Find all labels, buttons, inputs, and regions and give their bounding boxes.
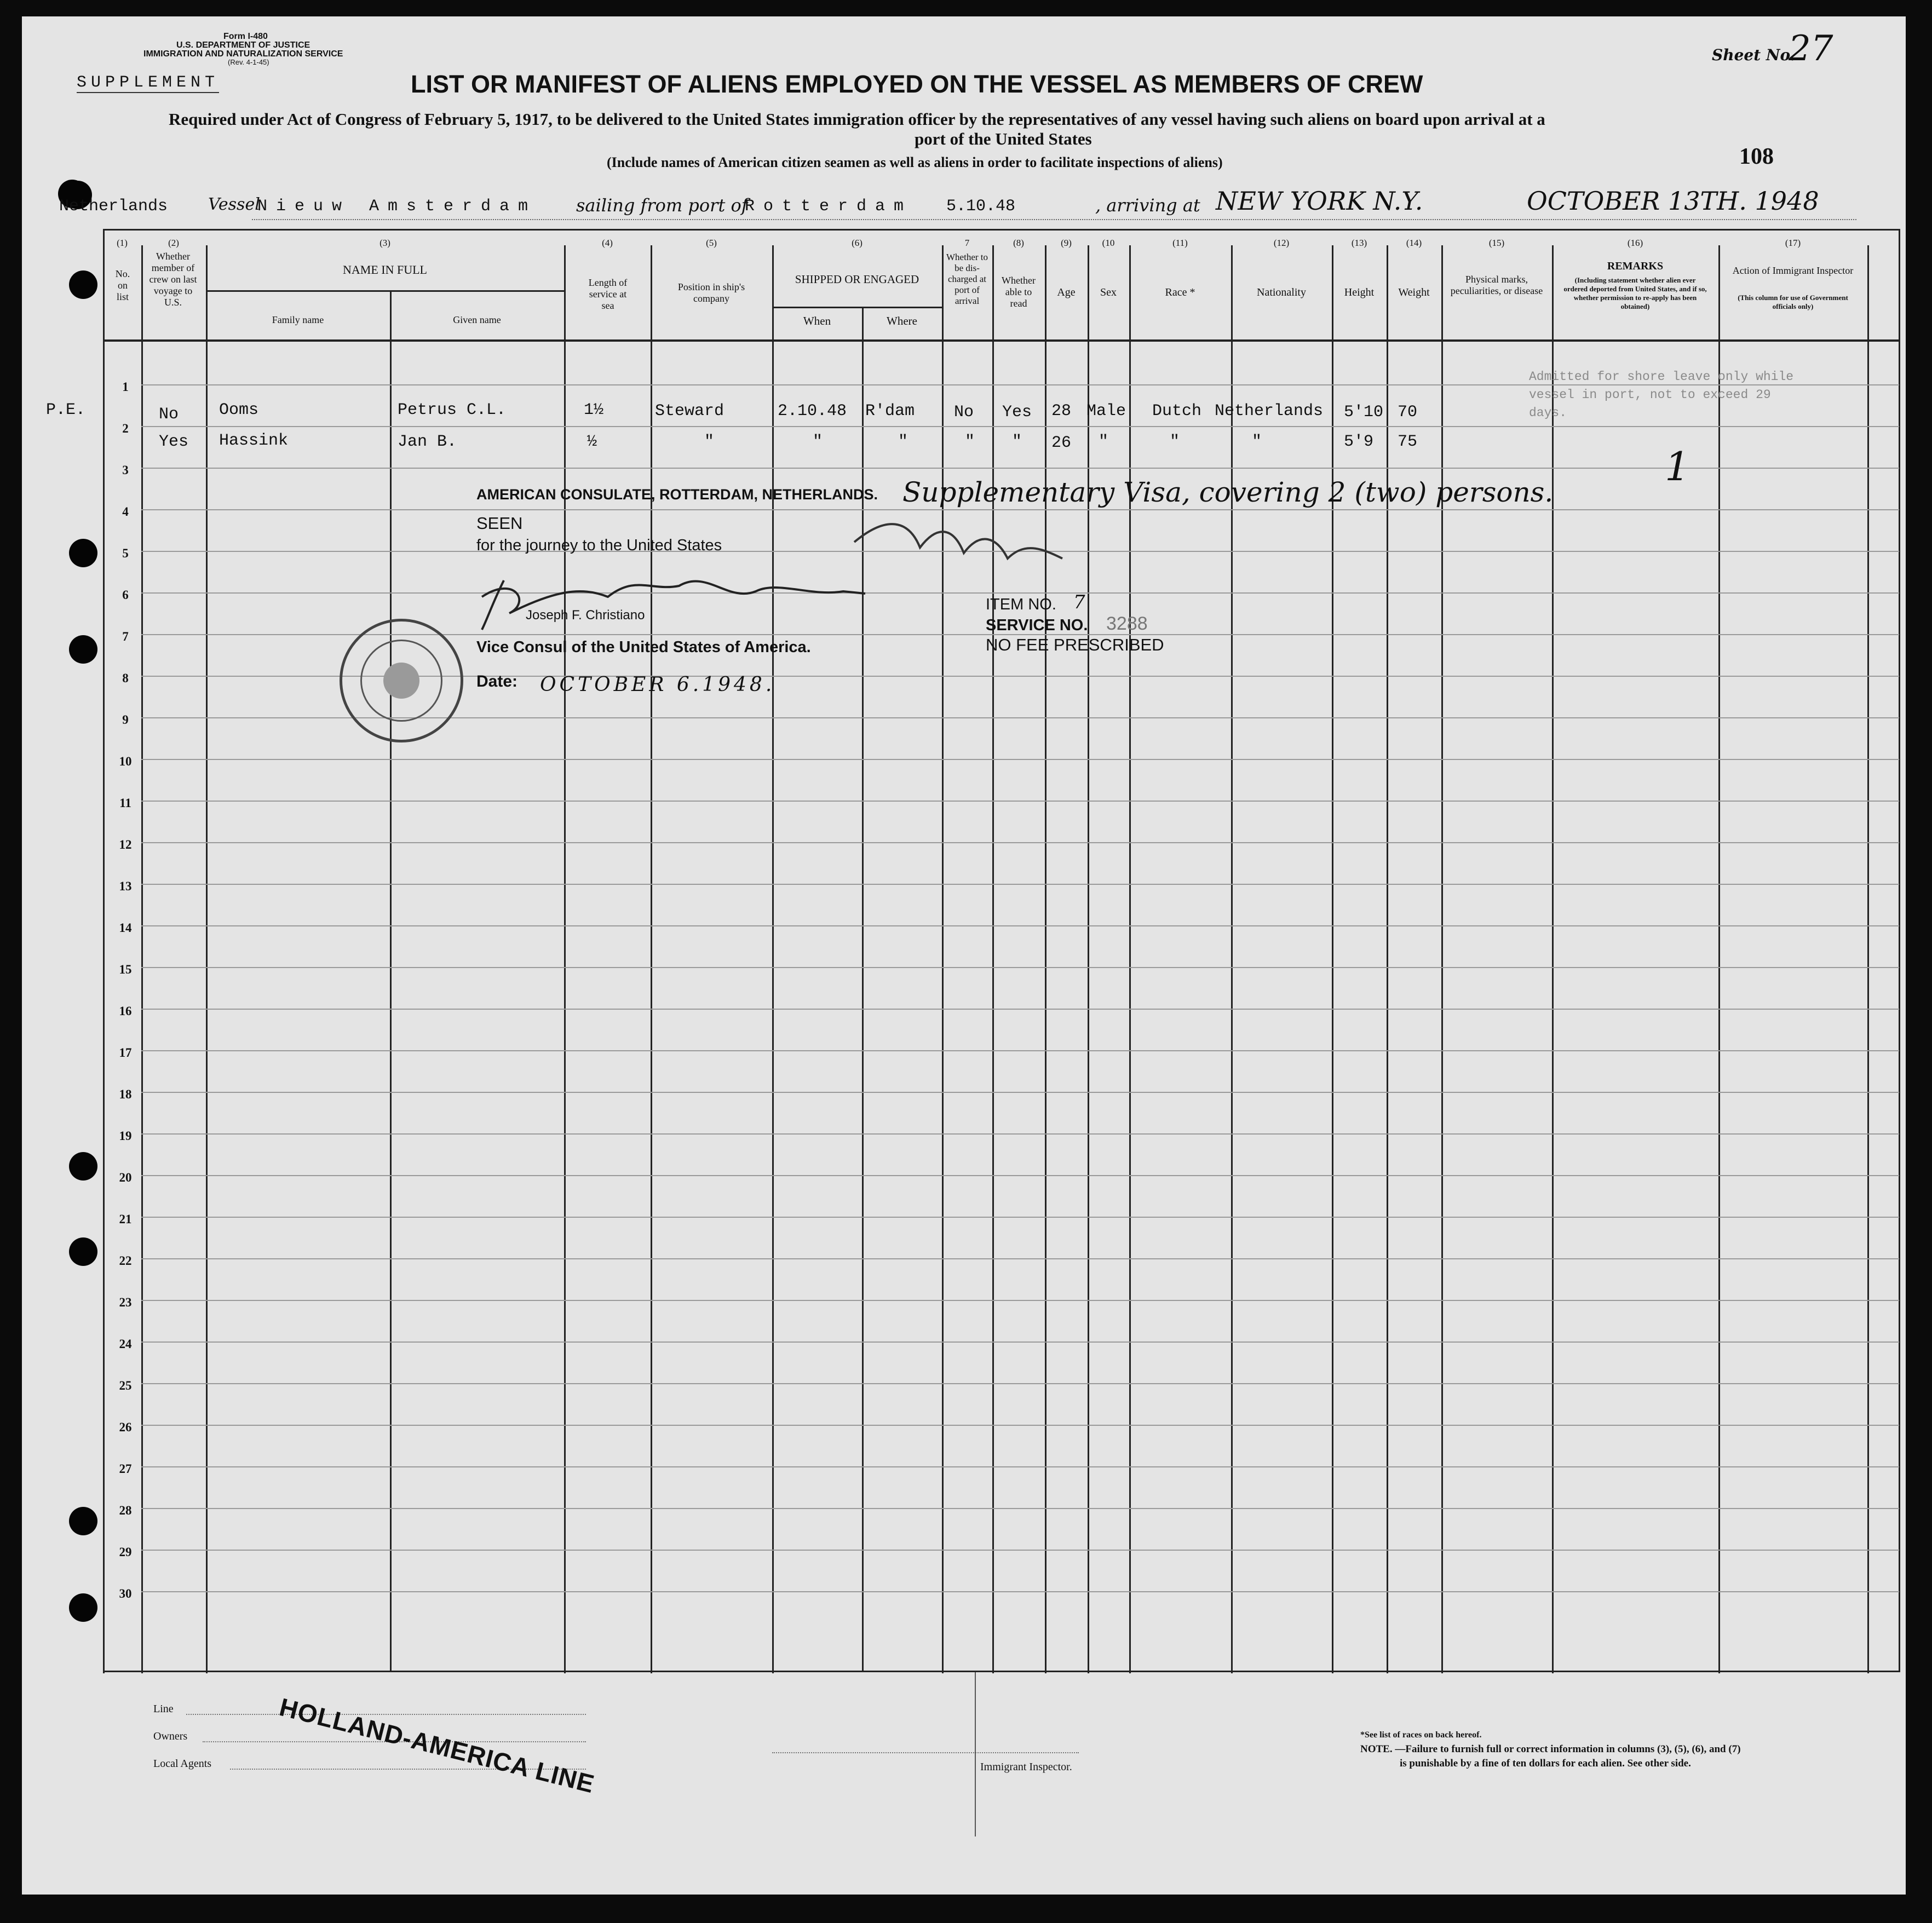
col-head-17: Action of Immigrant Inspector <box>1732 265 1854 276</box>
supplement-label: SUPPLEMENT <box>77 73 220 92</box>
position-cell: Steward <box>655 402 725 421</box>
col-num-8: (8) <box>1013 238 1024 248</box>
punch-hole <box>69 1593 97 1622</box>
row-rule <box>141 1300 1899 1301</box>
item-label: ITEM NO. <box>986 596 1056 613</box>
penalty-note-1: NOTE. —Failure to furnish full or correct information in columns (3), (5), (6), and (7) <box>1360 1743 1741 1755</box>
row-rule <box>141 592 1899 594</box>
vessel-name: Nieuw Amsterdam <box>257 197 537 216</box>
arrival-date: OCTOBER 13TH. 1948 <box>1527 186 1819 216</box>
row-rule <box>141 468 1899 469</box>
agents-label: Local Agents <box>153 1758 212 1770</box>
row-rule <box>141 801 1899 802</box>
weight-cell: 70 <box>1398 403 1418 422</box>
table-frame <box>103 229 1900 1672</box>
row-number: 2 <box>122 422 129 435</box>
punch-hole <box>69 635 97 664</box>
service-cell: 1½ <box>584 401 604 419</box>
col-divider <box>564 245 566 1673</box>
col-head-1: No. on list <box>115 268 130 302</box>
flag-field: Netherlands <box>59 197 168 216</box>
service-cell: ½ <box>587 433 597 451</box>
col-num-1: (1) <box>117 238 128 248</box>
row-rule <box>141 1550 1899 1551</box>
height-cell: 5'9 <box>1344 433 1374 451</box>
col-num-9: (9) <box>1061 238 1072 248</box>
sub-rule <box>206 290 564 292</box>
row-number: 24 <box>119 1337 132 1351</box>
row-number: 16 <box>119 1004 132 1018</box>
row-number: 14 <box>119 921 132 935</box>
given-name-header: Given name <box>453 314 501 325</box>
row-rule <box>141 1508 1899 1509</box>
age-cell: 26 <box>1051 434 1072 452</box>
last-voyage-cell: Yes <box>159 433 189 451</box>
remarks-cell: Admitted for shore leave only while vessel in port, not to exceed 29 days. <box>1529 370 1794 420</box>
voyage-underline <box>252 219 1856 220</box>
family-name-header: Family name <box>272 314 324 325</box>
col-divider <box>1552 245 1554 1673</box>
seen-label: SEEN <box>476 514 523 533</box>
row-rule <box>141 967 1899 968</box>
family-name-cell: Hassink <box>219 431 289 450</box>
col-num-3: (3) <box>380 238 390 248</box>
row-number: 22 <box>119 1254 132 1268</box>
departure-date: 5.10.48 <box>946 197 1016 216</box>
col-divider <box>1332 245 1333 1673</box>
row-number: 30 <box>119 1587 132 1600</box>
col-divider <box>1718 245 1720 1673</box>
col-divider <box>1045 245 1046 1673</box>
visa-note: Supplementary Visa, covering 2 (two) persons. <box>902 476 1554 508</box>
form-number: Form I-480 <box>223 32 268 41</box>
company-stamp: HOLLAND-AMERICA LINE <box>277 1692 597 1799</box>
vessel-label: Vessel <box>208 195 260 214</box>
row-number: 9 <box>122 713 129 727</box>
col-divider <box>390 290 392 1672</box>
col-head-9: Age <box>1057 286 1076 298</box>
col-divider <box>651 245 652 1673</box>
row-number: 21 <box>119 1212 132 1226</box>
port-field: Rotterdam <box>745 197 913 216</box>
row-number: 6 <box>122 588 129 602</box>
read-cell: " <box>1012 433 1022 451</box>
consul-title: Vice Consul of the United States of America. <box>476 638 811 656</box>
remarks-mark: 1 <box>1665 444 1690 490</box>
races-note: *See list of races on back hereof. <box>1360 1730 1482 1740</box>
page-title: LIST OR MANIFEST OF ALIENS EMPLOYED ON THE VESSEL AS MEMBERS OF CREW <box>411 70 1423 98</box>
nationality-cell: " <box>1252 433 1262 451</box>
col-divider <box>1088 245 1089 1673</box>
row-number: 11 <box>119 796 131 810</box>
row-rule <box>141 925 1899 926</box>
col-num-2: (2) <box>168 238 179 248</box>
col-head-7: Whether to be dis- charged at port of arrival <box>946 252 988 306</box>
col-divider <box>1129 245 1131 1673</box>
item-number: 7 <box>1073 591 1085 613</box>
col-divider <box>1441 245 1443 1673</box>
row-rule <box>141 1342 1899 1343</box>
last-voyage-cell: No <box>159 405 179 424</box>
row-number: 1 <box>122 380 129 394</box>
row-number: 25 <box>119 1379 132 1392</box>
read-cell: Yes <box>1002 403 1032 422</box>
row-rule <box>141 1383 1899 1384</box>
eagle-emblem-icon <box>383 663 419 699</box>
row-rule <box>141 426 1899 427</box>
row-number: 8 <box>122 671 129 685</box>
penalty-note-2: is punishable by a fine of ten dollars for each alien. See other side. <box>1400 1758 1691 1769</box>
col-num-11: (11) <box>1172 238 1188 248</box>
col-divider <box>992 245 994 1673</box>
stamp-number: 108 <box>1739 144 1774 169</box>
col-divider <box>103 245 105 1673</box>
fee-note: NO FEE PRESCRIBED <box>986 635 1164 654</box>
row-rule <box>141 1217 1899 1218</box>
row-rule <box>141 842 1899 843</box>
race-cell: Dutch <box>1152 402 1202 421</box>
col-divider <box>1867 245 1869 1673</box>
col-num-16: (16) <box>1627 238 1643 248</box>
age-cell: 28 <box>1051 402 1072 421</box>
col-divider <box>1231 245 1233 1673</box>
col-num-13: (13) <box>1351 238 1367 248</box>
row-rule <box>141 1175 1899 1176</box>
consulate-office: AMERICAN CONSULATE, ROTTERDAM, NETHERLANDS. <box>476 486 878 503</box>
remarks-note: (Including statement whether alien ever ordered deported from United States, and if so, whether permission to re-apply has been obtained) <box>1563 276 1707 310</box>
row-rule <box>141 1009 1899 1010</box>
col-num-4: (4) <box>602 238 613 248</box>
col-num-6: (6) <box>852 238 863 248</box>
row-rule <box>141 759 1899 760</box>
when-header: When <box>803 314 831 327</box>
col-head-3: NAME IN FULL <box>343 263 427 277</box>
subtitle-1: Required under Act of Congress of February 5, 1917, to be delivered to the United States immigration officer by the representatives of any vessel having such aliens on board upon arrival at a <box>169 110 1545 129</box>
col-head-5: Position in ship's company <box>677 281 745 304</box>
revision: (Rev. 4-1-45) <box>228 58 269 66</box>
service-name: IMMIGRATION AND NATURALIZATION SERVICE <box>143 49 343 59</box>
row-number: 12 <box>119 838 132 851</box>
footer-divider <box>975 1672 976 1836</box>
position-cell: " <box>704 433 715 451</box>
punch-hole <box>69 1152 97 1181</box>
row-number: 19 <box>119 1129 132 1143</box>
col-head-10: Sex <box>1100 286 1117 298</box>
col-head-16: REMARKS <box>1607 260 1664 272</box>
col-head-4: Length of service at sea <box>588 277 628 311</box>
line-underline <box>186 1714 586 1715</box>
sub-rule <box>772 307 942 308</box>
arrival-port: NEW YORK N.Y. <box>1216 186 1423 216</box>
sex-cell: " <box>1099 433 1109 451</box>
col-head-11: Race * <box>1165 286 1195 298</box>
col-divider <box>772 245 774 1673</box>
punch-hole <box>69 1237 97 1266</box>
punch-hole <box>69 270 97 299</box>
row-number: 18 <box>119 1087 132 1101</box>
punch-hole <box>69 539 97 567</box>
row-number: 28 <box>119 1504 132 1517</box>
manifest-sheet <box>22 16 1906 1895</box>
sex-cell: Male <box>1086 402 1126 421</box>
col-divider <box>141 245 143 1673</box>
col-head-12: Nationality <box>1257 286 1306 298</box>
inspector-note: (This column for use of Government officials only) <box>1738 293 1848 310</box>
given-name-cell: Jan B. <box>398 433 457 451</box>
row-rule <box>141 1050 1899 1051</box>
subtitle-2: port of the United States <box>915 129 1092 148</box>
signature-name: Joseph F. Christiano <box>526 608 645 623</box>
row-number: 23 <box>119 1296 132 1309</box>
owners-label: Owners <box>153 1730 188 1742</box>
col-divider <box>942 245 944 1673</box>
sheet-label: Sheet No. <box>1712 46 1796 64</box>
height-cell: 5'10 <box>1344 403 1384 422</box>
row-number: 26 <box>119 1420 132 1434</box>
sheet-number: 27 <box>1789 28 1833 69</box>
row-rule <box>141 1466 1899 1467</box>
department: U.S. DEPARTMENT OF JUSTICE <box>176 41 311 50</box>
col-head-8: Whether able to read <box>1002 275 1036 309</box>
col-num-7: 7 <box>964 238 970 248</box>
subtitle-3: (Include names of American citizen seamen as well as aliens in order to facilitate inspections of aliens) <box>607 154 1223 170</box>
family-name-cell: Ooms <box>219 401 259 419</box>
row-rule <box>141 1133 1899 1135</box>
row-rule <box>141 1425 1899 1426</box>
row-number: 10 <box>119 755 132 768</box>
row-number: 17 <box>119 1046 132 1060</box>
col-num-15: (15) <box>1488 238 1505 248</box>
entry-prefix: P.E. <box>46 401 86 419</box>
row-rule <box>141 1258 1899 1259</box>
row-rule <box>141 1591 1899 1592</box>
col-num-10: (10 <box>1102 238 1115 248</box>
header-rule <box>103 339 1900 342</box>
row-number: 29 <box>119 1545 132 1559</box>
col-head-2: Whether member of crew on last voyage to U.S. <box>149 251 197 308</box>
consul-date: OCTOBER 6.1948. <box>540 673 775 696</box>
weight-cell: 75 <box>1398 433 1418 451</box>
col-divider <box>1387 245 1388 1673</box>
service-label: SERVICE NO. <box>986 617 1088 634</box>
col-head-13: Height <box>1344 286 1375 298</box>
line-label: Line <box>153 1703 174 1715</box>
where-cell: " <box>898 433 909 451</box>
row-number: 15 <box>119 963 132 976</box>
row-number: 4 <box>122 505 129 519</box>
row-number: 5 <box>122 546 129 560</box>
discharged-cell: " <box>965 433 975 451</box>
col-divider <box>206 245 208 1673</box>
col-num-14: (14) <box>1406 238 1422 248</box>
row-number: 20 <box>119 1171 132 1184</box>
date-label: Date: <box>476 672 518 690</box>
arriving-label: , arriving at <box>1095 195 1200 216</box>
row-number: 3 <box>122 463 129 477</box>
col-head-15: Physical marks, peculiarities, or disease <box>1450 274 1543 296</box>
col-num-5: (5) <box>706 238 717 248</box>
row-number: 7 <box>122 630 129 643</box>
handwritten-initials <box>843 509 1172 575</box>
inspector-label: Immigrant Inspector. <box>980 1761 1072 1773</box>
when-cell: 2.10.48 <box>778 402 847 421</box>
col-head-14: Weight <box>1398 286 1430 298</box>
when-cell: " <box>813 433 823 451</box>
nationality-cell: Netherlands <box>1215 402 1324 421</box>
service-number: 3288 <box>1106 613 1148 634</box>
discharged-cell: No <box>954 403 974 422</box>
row-number: 27 <box>119 1462 132 1476</box>
given-name-cell: Petrus C.L. <box>398 401 507 419</box>
race-cell: " <box>1170 433 1180 451</box>
where-cell: R'dam <box>865 402 915 421</box>
row-number: 13 <box>119 879 132 893</box>
row-rule <box>141 1092 1899 1093</box>
inspector-underline <box>772 1752 1079 1753</box>
col-num-12: (12) <box>1273 238 1290 248</box>
where-header: Where <box>887 314 917 327</box>
col-num-17: (17) <box>1785 238 1801 248</box>
punch-hole <box>69 1507 97 1535</box>
col-head-6: SHIPPED OR ENGAGED <box>795 273 919 286</box>
journey-line: for the journey to the United States <box>476 537 722 554</box>
sailing-label: sailing from port of <box>576 195 748 216</box>
row-rule <box>141 884 1899 885</box>
